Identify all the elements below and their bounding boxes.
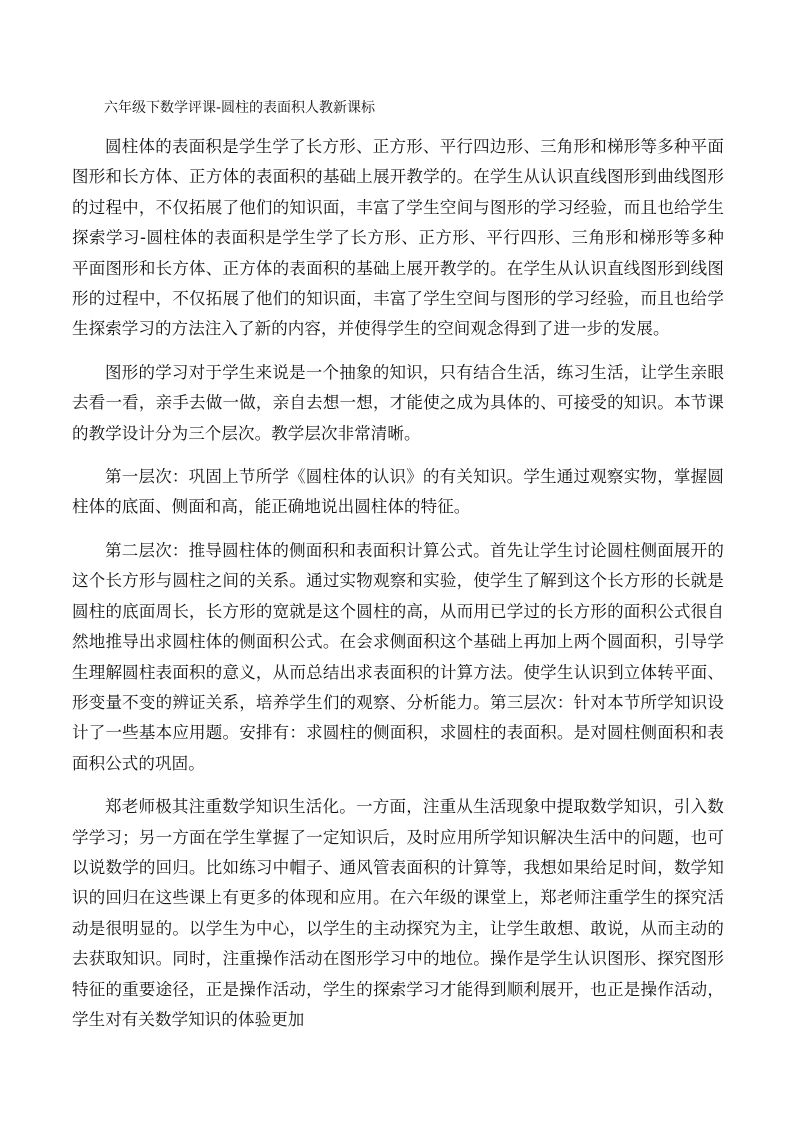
paragraph: 第一层次：巩固上节所学《圆柱体的认识》的有关知识。学生通过观察实物，掌握圆柱体的底面、侧面和高，能正确地说出圆柱体的特征。 — [72, 467, 724, 517]
document-title: 六年级下数学评课-圆柱的表面积人教新课标 — [104, 100, 376, 116]
paragraph: 郑老师极其注重数学知识生活化。一方面，注重从生活现象中提取数学知识，引入数学学习；另一方面在学生掌握了一定知识后，及时应用所学知识解决生活中的问题，也可以说数学的回归。比如练习中帽子、通风管表面积的计算等，我想如果给足时间，数学知识的回归在这些课上有更多的体现和应用。在六年级的课堂上，郑老师注重学生的探究活动是很明显的。以学生为中心，以学生的主动探究为主，让学生敢想、敢说，从而主动的去获取知识。同时，注重操作活动在图形学习中的地位。操作是学生认识图形、探究图形特征的重要途径，正是操作活动，学生的探索学习才能得到顺利展开，也正是操作活动，学生对有关数学知识的体验更加 — [72, 797, 724, 1029]
paragraph: 圆柱体的表面积是学生学了长方形、正方形、平行四边形、三角形和梯形等多种平面图形和长方体、正方体的表面积的基础上展开教学的。在学生从认识直线图形到曲线图形的过程中，不仅拓展了他们的知识面，丰富了学生空间与图形的学习经验，而且也给学生探索学习-圆柱体的表面积是学生学了长方形、正方形、平行四形、三角形和梯形等多种平面图形和长方体、正方体的表面积的基础上展开教学的。在学生从认识直线图形到线图形的过程中，不仅拓展了他们的知识面，丰富了学生空间与图形的学习经验，而且也给学生探索学习的方法注入了新的内容，并使得学生的空间观念得到了进一步的发展。 — [72, 137, 724, 339]
paragraph: 第二层次：推导圆柱体的侧面积和表面积计算公式。首先让学生讨论圆柱侧面展开的这个长方形与圆柱之间的关系。通过实物观察和实验，使学生了解到这个长方形的长就是圆柱的底面周长，长方形的宽就是这个圆柱的高，从而用已学过的长方形的面积公式很自然地推导出求圆柱体的侧面积公式。在会求侧面积这个基础上再加上两个圆面积，引导学生理解圆柱表面积的意义，从而总结出求表面积的计算方法。使学生认识到立体转平面、形变量不变的辨证关系，培养学生们的观察、分析能力。第三层次：针对本节所学知识设计了一些基本应用题。安排有：求圆柱的侧面积，求圆柱的表面积。是对圆柱侧面积和表面积公式的巩固。 — [72, 540, 724, 773]
document-page — [72, 98, 724, 1048]
paragraph: 图形的学习对于学生来说是一个抽象的知识，只有结合生活，练习生活，让学生亲眼去看一看，亲手去做一做，亲自去想一想，才能使之成为具体的、可接受的知识。本节课的教学设计分为三个层次。教学层次非常清晰。 — [72, 362, 724, 443]
